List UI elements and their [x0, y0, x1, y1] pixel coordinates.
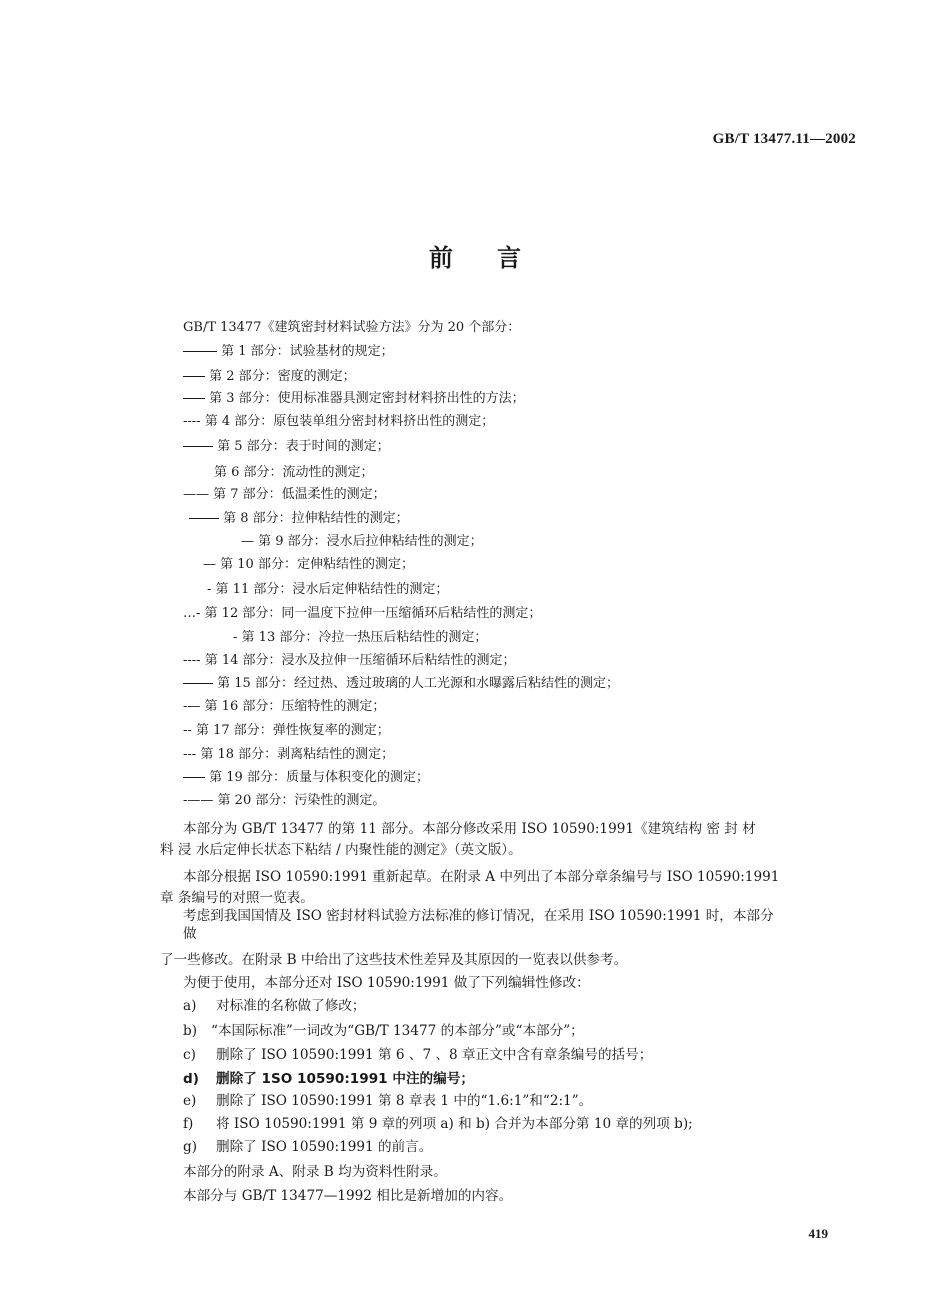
list-item-text: 第 7 部分：低温柔性的测定；	[213, 487, 386, 502]
list-item-text: 第 1 部分：试验基材的规定；	[221, 344, 394, 359]
list-item	[214, 465, 374, 481]
list-item-text: 第 17 部分：弹性恢复率的测定；	[195, 723, 390, 738]
list-item-text: 第 13 部分：冷拉一热压后粘结性的测定；	[241, 630, 488, 645]
list-item	[183, 414, 494, 430]
paragraph-line: 料 浸 水后定伸长状态下粘结 / 内聚性能的测定》（英文版）。	[160, 842, 522, 858]
list-item	[183, 487, 386, 503]
dash-marker: -	[233, 630, 238, 645]
paragraph-line: 做	[183, 926, 197, 942]
paragraph-line: 考虑到我国国情及 ISO 密封材料试验方法标准的修订情况，在采用 ISO 10590:1991 时，本部分	[183, 908, 774, 924]
dash-marker: —	[241, 534, 254, 549]
dash-marker: ----	[183, 653, 201, 668]
dash-marker: …-	[183, 606, 201, 621]
list-item-text: 删除了 ISO 10590:1991 的前言。	[216, 1139, 433, 1155]
dash-marker: -—	[183, 699, 201, 714]
list-item	[233, 630, 487, 646]
paragraph-line: 本部分的附录 A、附录 B 均为资料性附录。	[183, 1164, 447, 1180]
dash-marker	[189, 518, 219, 519]
list-item-text: 将 ISO 10590:1991 第 9 章的列项 a) 和 b) 合并为本部分第 10 章的列项 b);	[216, 1116, 693, 1132]
list-item-text: 第 10 部分：定伸粘结性的测定；	[220, 557, 414, 572]
list-item-text: 第 18 部分：剥离粘结性的测定；	[200, 747, 395, 762]
standard-code-header: GB/T 13477.11—2002	[712, 131, 856, 147]
list-item	[183, 606, 541, 622]
dash-marker: ——	[183, 487, 209, 502]
list-item-label: f)	[183, 1116, 194, 1132]
paragraph-line: 本部分与 GB/T 13477—1992 相比是新增加的内容。	[183, 1188, 513, 1204]
list-item	[183, 699, 385, 715]
dash-marker: ---	[183, 747, 197, 762]
intro-line: GB/T 13477《建筑密封材料试验方法》分为 20 个部分：	[183, 320, 521, 335]
list-item-text: 第 4 部分：原包装单组分密封材料挤出性的测定；	[204, 414, 495, 429]
list-item-label: d)	[183, 1071, 199, 1087]
list-item	[183, 676, 619, 692]
list-item	[203, 557, 414, 573]
list-item-text: “本国际标准”一词改为“GB/T 13477 的本部分”或“本部分”；	[211, 1023, 584, 1039]
dash-marker	[183, 351, 217, 352]
list-item-text: 第 3 部分：使用标准器具测定密封材料挤出性的方法；	[209, 391, 525, 406]
dash-marker	[183, 376, 205, 377]
list-item-label: g)	[183, 1139, 198, 1155]
list-item	[183, 1046, 652, 1064]
list-item	[183, 770, 429, 786]
list-item-label: a)	[183, 998, 197, 1014]
list-item	[183, 1070, 474, 1088]
list-item-label: b)	[183, 1023, 198, 1039]
list-item-text: 第 6 部分：流动性的测定；	[214, 465, 374, 480]
list-item-text: 删除了 ISO 10590:1991 第 8 章表 1 中的“1.6:1”和“2:1”。	[216, 1093, 593, 1109]
paragraph-line: 了一些修改。在附录 B 中给出了这些技术性差异及其原因的一览表以供参考。	[160, 952, 628, 968]
list-item-text: 对标准的名称做了修改；	[216, 998, 366, 1014]
list-item-text: 第 9 部分：浸水后拉伸粘结性的测定；	[258, 534, 483, 549]
list-item	[183, 391, 525, 407]
list-item-label: e)	[183, 1093, 197, 1109]
list-item-text: 第 8 部分：拉伸粘结性的测定；	[223, 511, 409, 526]
list-item-text: 第 16 部分：压缩特性的测定；	[204, 699, 386, 714]
dash-marker	[183, 446, 213, 447]
list-item-text: 删除了 ISO 10590:1991 第 6 、7 、8 章正文中含有章条编号的括号；	[216, 1047, 653, 1063]
paragraph-line: 本部分根据 ISO 10590:1991 重新起草。在附录 A 中列出了本部分章条编号与 ISO 10590:1991	[183, 869, 780, 885]
list-item-text: 删除了 1SO 10590:1991 中注的编号；	[216, 1071, 474, 1087]
list-item	[189, 511, 409, 527]
list-item	[183, 747, 394, 763]
page-number: 419	[808, 1226, 828, 1241]
list-item	[183, 723, 390, 739]
dash-marker: —	[203, 557, 216, 572]
list-item-text: 第 11 部分：浸水后定伸粘结性的测定；	[215, 582, 449, 597]
list-item-text: 第 2 部分：密度的测定；	[209, 369, 356, 384]
dash-marker: ----	[183, 414, 201, 429]
list-item-text: 第 19 部分：质量与体积变化的测定；	[209, 770, 429, 785]
dash-marker	[183, 777, 205, 778]
dash-marker: -	[207, 582, 212, 597]
list-item	[183, 793, 385, 809]
list-item-label: c)	[183, 1047, 196, 1063]
list-item	[183, 439, 390, 455]
list-item	[183, 1115, 693, 1133]
list-item-text: 第 20 部分：污染性的测定。	[217, 793, 386, 808]
list-item-text: 第 15 部分：经过热、透过玻璃的人工光源和水曝露后粘结性的测定；	[217, 676, 619, 691]
list-item	[207, 582, 448, 598]
paragraph-line: 章 条编号的对照一览表。	[160, 890, 314, 906]
dash-marker	[183, 683, 213, 684]
dash-marker: -——	[183, 793, 214, 808]
list-item-text: 第 12 部分：同一温度下拉伸一压缩循环后粘结性的测定；	[204, 606, 542, 621]
list-item	[183, 1092, 592, 1110]
list-item	[183, 1138, 432, 1156]
list-item	[183, 1022, 584, 1040]
list-item	[183, 997, 366, 1015]
paragraph-line: 为便于使用，本部分还对 ISO 10590:1991 做了下列编辑性修改：	[183, 975, 590, 991]
list-item-text: 第 5 部分：表于时间的测定；	[217, 439, 390, 454]
list-item	[241, 534, 483, 550]
page-title: 前言	[429, 244, 565, 272]
list-item-text: 第 14 部分：浸水及拉伸一压缩循环后粘结性的测定；	[204, 653, 516, 668]
list-item	[183, 653, 516, 669]
dash-marker: --	[183, 723, 192, 738]
dash-marker	[183, 398, 205, 399]
list-item	[183, 369, 356, 385]
list-item	[183, 344, 394, 360]
paragraph-line: 本部分为 GB/T 13477 的第 11 部分。本部分修改采用 ISO 10590:1991《建筑结构 密 封 材	[183, 821, 756, 837]
